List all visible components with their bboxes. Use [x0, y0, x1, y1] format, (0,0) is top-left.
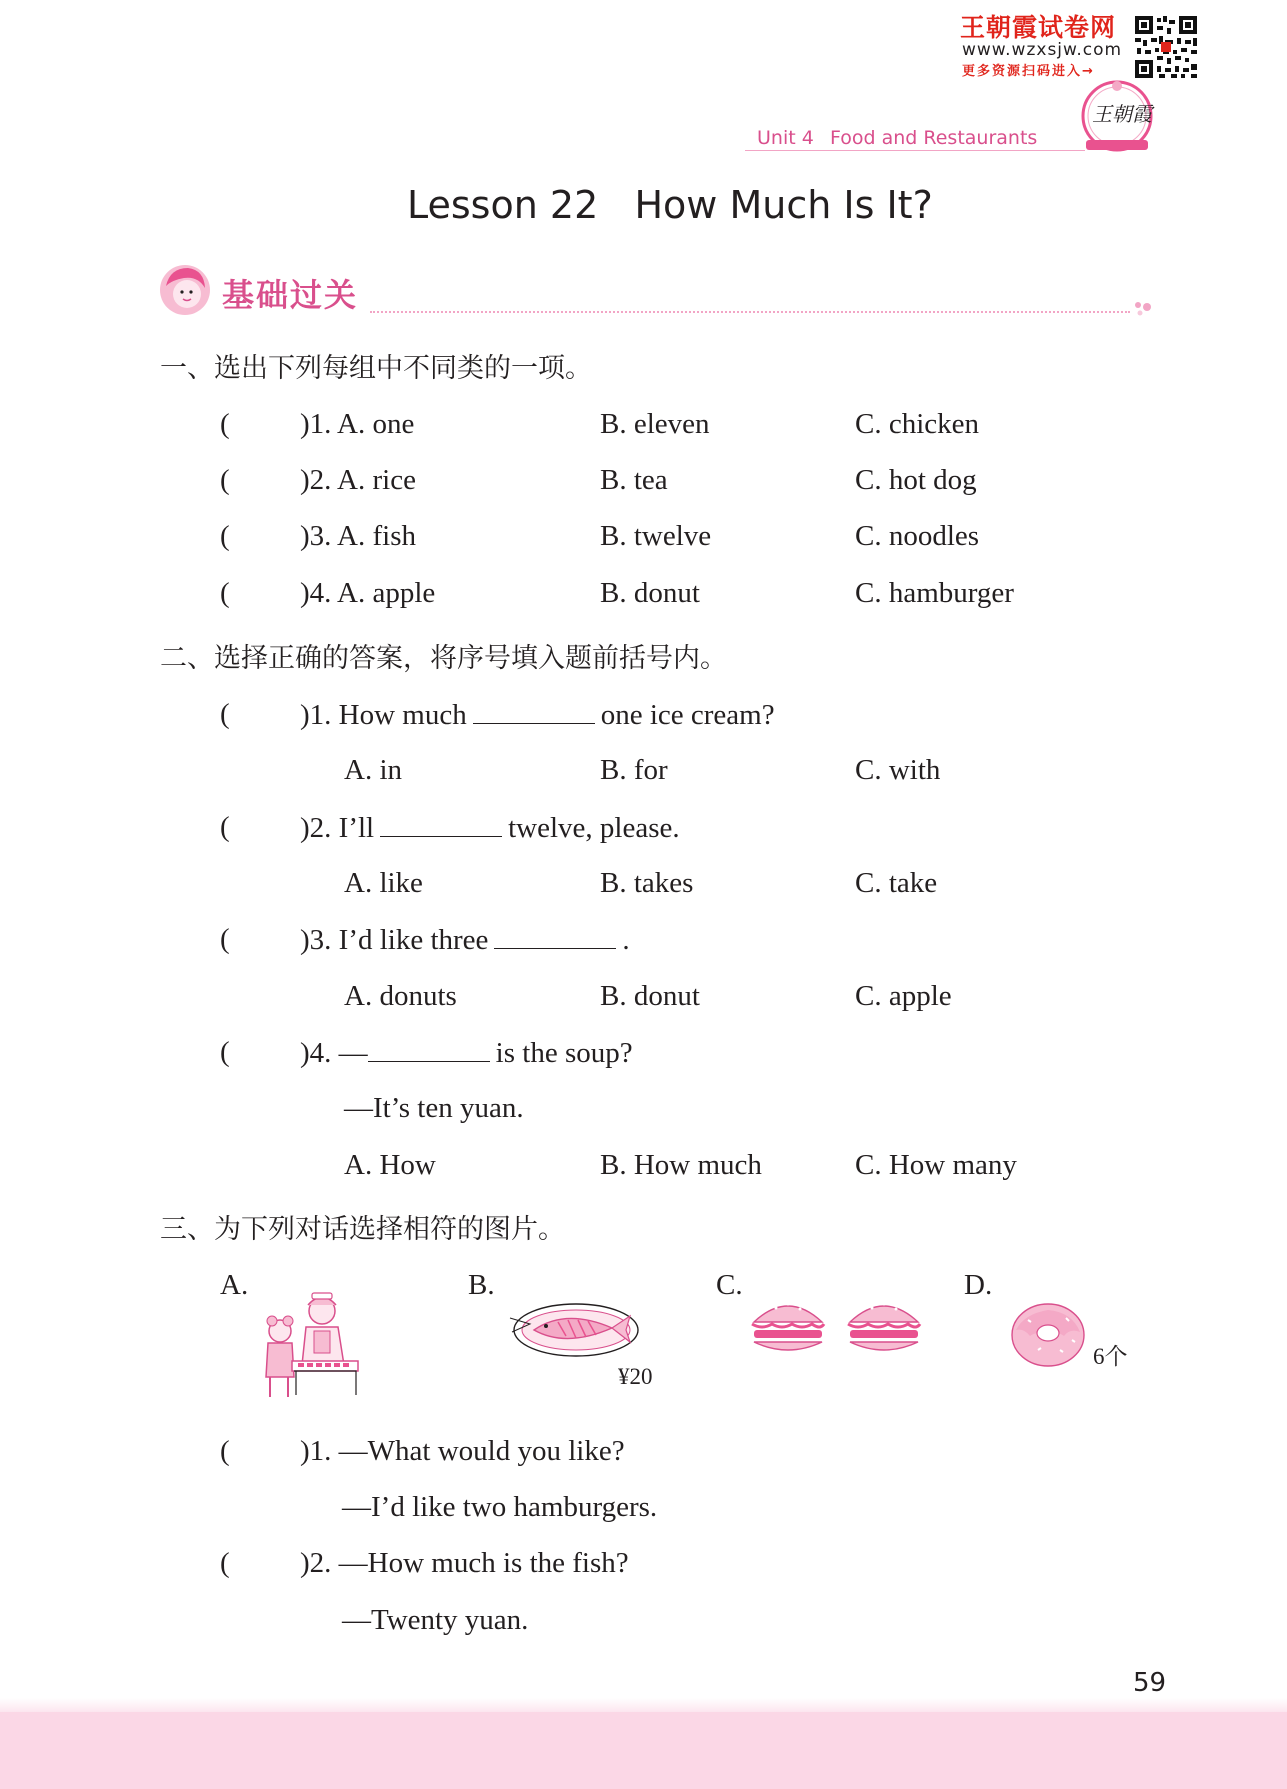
part2-q1-stem: [300, 697, 775, 732]
answer-paren[interactable]: (: [220, 464, 230, 496]
option-b: B. takes: [600, 867, 694, 899]
answer-paren[interactable]: (: [220, 520, 230, 552]
question-option-b: B. tea: [600, 464, 668, 496]
stem-text: )2. I’ll: [300, 812, 375, 844]
part2-q2-stem: [300, 810, 680, 845]
stem-text: )1. How much: [300, 699, 467, 731]
answer-paren[interactable]: (: [220, 923, 230, 955]
banner-dots-icon: [1132, 298, 1160, 318]
question-option-c: C. noodles: [855, 520, 980, 552]
part2-q4-reply: —It’s ten yuan.: [344, 1092, 524, 1124]
fish-price-label: ¥20: [618, 1364, 653, 1389]
waitress-and-girl-picture: [256, 1285, 361, 1400]
brand-url[interactable]: www.wzxsjw.com: [962, 40, 1123, 60]
answer-paren[interactable]: (: [220, 1547, 230, 1579]
qr-code-icon[interactable]: [1133, 14, 1199, 80]
part2-q4-stem: [300, 1035, 633, 1070]
answer-paren[interactable]: (: [220, 1435, 230, 1467]
fill-blank[interactable]: [473, 697, 595, 724]
option-a: A. like: [344, 867, 423, 899]
picture-label-a: A.: [220, 1269, 249, 1301]
option-c: C. How many: [855, 1149, 1017, 1181]
stem-text: twelve, please.: [508, 812, 680, 844]
page-number: 59: [1133, 1668, 1167, 1698]
option-a: A. donuts: [344, 980, 457, 1012]
answer-paren[interactable]: (: [220, 698, 230, 730]
question-option-a: )1. A. one: [300, 408, 415, 440]
question-option-c: C. chicken: [855, 408, 980, 440]
part1-title: 一、选出下列每组中不同类的一项。: [160, 353, 592, 384]
part3-q2-line2: —Twenty yuan.: [342, 1604, 529, 1636]
fill-blank[interactable]: [368, 1035, 490, 1062]
part3-title: 三、为下列对话选择相符的图片。: [160, 1214, 565, 1245]
part3-q1-line1: )1. —What would you like?: [300, 1435, 625, 1467]
picture-label-d: D.: [964, 1269, 993, 1301]
option-b: B. donut: [600, 980, 700, 1012]
answer-paren[interactable]: (: [220, 1036, 230, 1068]
unit-label: Unit 4: [757, 127, 814, 149]
girl-avatar-icon: [158, 262, 212, 318]
fill-blank[interactable]: [494, 922, 616, 949]
question-option-b: B. donut: [600, 577, 700, 609]
stem-text: .: [622, 924, 630, 956]
hamburgers-picture: [748, 1292, 928, 1362]
fish-plate-picture: [506, 1298, 641, 1360]
fill-blank[interactable]: [380, 810, 502, 837]
seal-text: 王朝霞: [1092, 102, 1152, 126]
part3-q2-line1: )2. —How much is the fish?: [300, 1547, 629, 1579]
question-option-a: )4. A. apple: [300, 577, 436, 609]
question-option-c: C. hot dog: [855, 464, 977, 496]
option-b: B. How much: [600, 1149, 762, 1181]
answer-paren[interactable]: (: [220, 577, 230, 609]
question-option-c: C. hamburger: [855, 577, 1014, 609]
unit-title: Food and Restaurants: [830, 127, 1038, 149]
option-b: B. for: [600, 754, 668, 786]
answer-paren[interactable]: (: [220, 408, 230, 440]
part2-title: 二、选择正确的答案，将序号填入题前括号内。: [160, 643, 727, 674]
question-option-a: )2. A. rice: [300, 464, 416, 496]
stem-text: is the soup?: [495, 1037, 633, 1069]
part3-q1-line2: —I’d like two hamburgers.: [342, 1491, 658, 1523]
donut-picture: [1008, 1300, 1088, 1370]
stem-text: )4. —: [300, 1037, 368, 1069]
answer-paren[interactable]: (: [220, 811, 230, 843]
option-a: A. in: [344, 754, 402, 786]
stem-text: one ice cream?: [600, 699, 775, 731]
bottom-decoration: [0, 1712, 1287, 1789]
question-option-b: B. twelve: [600, 520, 712, 552]
stem-text: )3. I’d like three: [300, 924, 489, 956]
option-c: C. apple: [855, 980, 952, 1012]
option-c: C. take: [855, 867, 938, 899]
question-option-b: B. eleven: [600, 408, 710, 440]
brand-slogan: 更多资源扫码进入→: [962, 64, 1095, 79]
section-banner: 基础过关: [222, 276, 359, 314]
unit-underline: [745, 150, 1085, 151]
question-option-a: )3. A. fish: [300, 520, 416, 552]
picture-label-c: C.: [716, 1269, 743, 1301]
page-title: Lesson 22 How Much Is It?: [407, 183, 933, 227]
option-c: C. with: [855, 754, 941, 786]
option-a: A. How: [344, 1149, 436, 1181]
part2-q3-stem: [300, 922, 630, 957]
banner-divider: [370, 311, 1130, 313]
brand-name: 王朝霞试卷网: [960, 13, 1117, 42]
donut-count-label: 6个: [1093, 1344, 1128, 1369]
picture-label-b: B.: [468, 1269, 495, 1301]
